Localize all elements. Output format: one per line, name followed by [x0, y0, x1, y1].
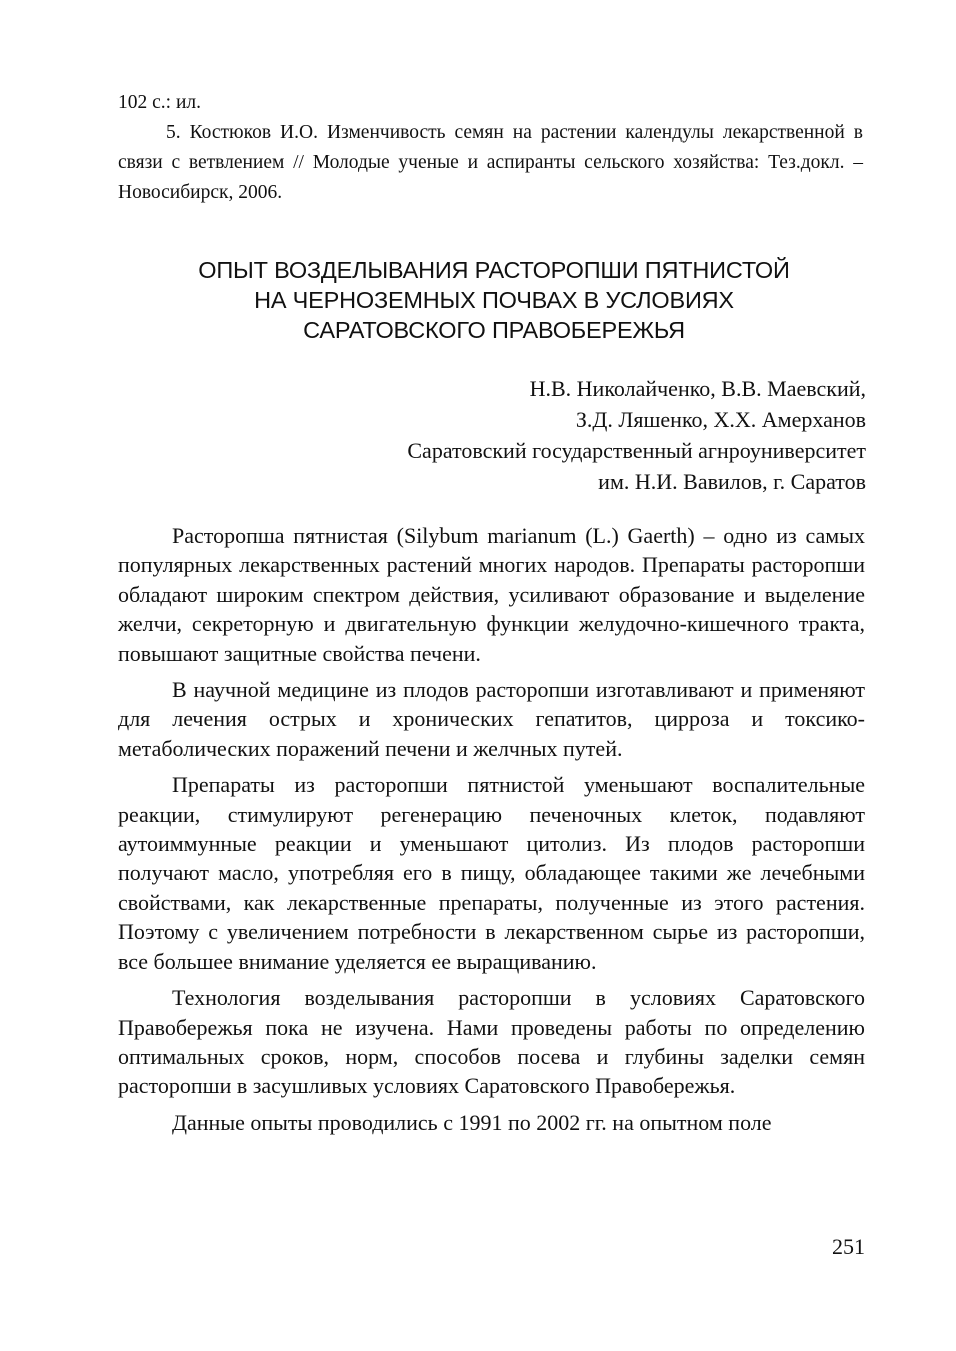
- article-title-line-3: САРАТОВСКОГО ПРАВОБЕРЕЖЬЯ: [303, 317, 685, 343]
- affiliation-line-2: им. Н.И. Вавилов, г. Саратов: [598, 469, 866, 494]
- article-title: [118, 255, 870, 345]
- body-paragraph-1: Расторопша пятнистая (Silybum marianum (L.) Gaerth) – одно из самых популярных лекарственных растений многих народов. Препараты расторопши обладают широким спектром действия, усиливают образование и выделение желчи, секреторную и двигательную функции желудочно-кишечного тракта, повышают защитные свойства печени.: [118, 523, 865, 666]
- article-title-line-1: ОПЫТ ВОЗДЕЛЫВАНИЯ РАСТОРОПШИ ПЯТНИСТОЙ: [198, 257, 790, 283]
- page-number: 251: [832, 1234, 865, 1259]
- body-paragraph-2: В научной медицине из плодов расторопши изготавливают и применяют для лечения острых и хронических гепатитов, цирроза и токсико-метаболических поражений печени и желчных путей.: [118, 677, 865, 761]
- affiliation-line-1: Саратовский государственный агнроуниверситет: [407, 438, 866, 463]
- reference-list: [118, 88, 863, 208]
- reference-item-5: 5. Костюков И.О. Изменчивость семян на растении календулы лекарственной в связи с ветвлением // Молодые ученые и аспиранты сельского хозяйства: Тез.докл. – Новосибирск, 2006.: [118, 122, 863, 203]
- author-names-line-1: Н.В. Николайченко, В.В. Маевский,: [529, 376, 866, 401]
- article-body: [118, 521, 865, 1144]
- body-paragraph-3: Препараты из расторопши пятнистой уменьшают воспалительные реакции, стимулируют регенерацию печеночных клеток, подавляют аутоиммунные реакции и уменьшают цитолиз. Из плодов расторопши получают масло, употребляя его в пищу, обладающее такими же лечебными свойствами, как лекарственные препараты, полученные из этого растения. Поэтому с увеличением потребности в лекарственном сырье из расторопши, все большее внимание уделяется ее выращиванию.: [118, 772, 865, 974]
- author-block: [300, 373, 866, 497]
- article-title-line-2: НА ЧЕРНОЗЕМНЫХ ПОЧВАХ В УСЛОВИЯХ: [254, 287, 734, 313]
- reference-continued-line: 102 с.: ил.: [118, 92, 201, 113]
- author-names-line-2: З.Д. Ляшенко, Х.Х. Амерханов: [575, 407, 866, 432]
- body-paragraph-4: Технология возделывания расторопши в условиях Саратовского Правобережья пока не изучена. Нами проведены работы по определению оптимальных сроков, норм, способов посева и глубины заделки семян расторопши в засушливых условиях Саратовского Правобережья.: [118, 985, 865, 1099]
- body-paragraph-5: Данные опыты проводились с 1991 по 2002 гг. на опытном поле: [172, 1109, 772, 1135]
